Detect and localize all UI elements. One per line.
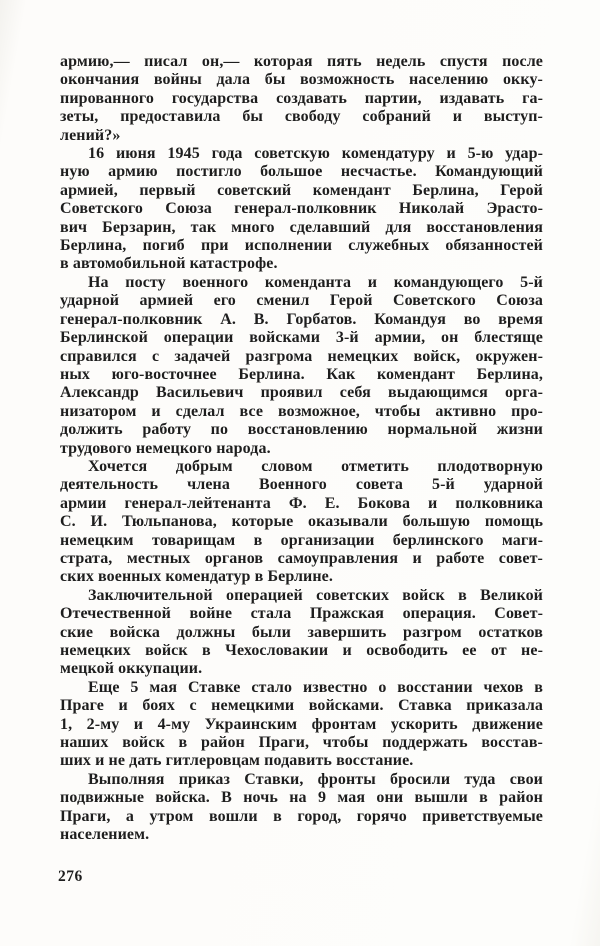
text-line: трудового немецкого народа. [60,439,271,457]
text-line: населением. [60,826,150,844]
text-line: армию,— писал он,— которая пять недель спустя после [60,53,543,70]
text-line: ских военных комендатур в Берлине. [60,568,333,586]
text-line: С. И. Тюльпанова, которые оказывали большую помощь [60,513,543,531]
text-line: генерал-полковник А. В. Горбатов. Командуя во время [60,310,543,328]
text-line: мецкой оккупации. [60,660,203,678]
text-line: ские войска должны были завершить разгром остатков [60,623,543,641]
text-line: вич Берзарин, так много сделавший для восстановления [60,218,543,236]
paragraph [60,274,543,458]
paragraph [60,587,543,679]
text-line: Выполняя приказ Ставки, фронты бросили туда свои [88,770,543,788]
text-line: Хочется добрым словом отметить плодотворную [88,457,543,475]
text-line: армией, первый советский комендант Берлина, Герой [60,181,543,199]
paragraph [60,771,543,845]
text-line: немецким товарищам в организации берлинского маги- [60,531,543,549]
text-line: Александр Васильевич проявил себя выдающимся орга- [60,384,543,402]
text-line: Берлина, погиб при исполнении служебных обязанностей [60,237,543,255]
text-line: наших войск в район Праги, чтобы поддержать восстав- [60,734,543,752]
text-line: зеты, предоставила бы свободу собраний и выступ- [60,108,543,126]
paragraph [60,145,543,274]
text-line: Заключительной операцией советских войск в Великой [88,586,543,604]
paragraph [60,679,543,771]
text-line: окончания войны дала бы возможность населению окку- [60,71,543,89]
paragraph [60,458,543,587]
text-line: Отечественной войне стала Пражская операция. Совет- [60,605,543,623]
text-line: немецких войск в Чехословакии и освободить ее от не- [60,642,543,659]
text-line: армии генерал-лейтенанта Ф. Е. Бокова и полковника [60,494,543,512]
text-line: Советского Союза генерал-полковник Николай Эрасто- [60,200,543,218]
text-line: ную армию постигло большое несчастье. Командующий [60,163,543,181]
text-line: Берлинской операции войсками 3-й армии, он блестяще [60,329,543,347]
text-line: пированного государства создавать партии, издавать га- [60,89,543,107]
page-number: 276 [58,868,83,885]
text-line: 16 июня 1945 года советскую комендатуру и 5-ю удар- [88,145,543,163]
text-line: На посту военного коменданта и командующего 5-й [88,273,543,291]
text-line: 1, 2-му и 4-му Украинским фронтам ускорить движение [60,715,543,733]
text-line: Еще 5 мая Ставке стало известно о восстании чехов в [88,678,543,696]
text-line: Праге и боях с немецкими войсками. Ставка приказала [60,697,543,715]
text-line: подвижные войска. В ночь на 9 мая они вышли в район [60,789,543,807]
text-line: ударной армией его сменил Герой Советского Союза [60,292,543,310]
text-line: ших и не дать гитлеровцам подавить восстание. [60,752,414,770]
text-line: лений?» [60,126,121,144]
text-line: деятельность члена Военного совета 5-й ударной [60,476,543,494]
text-line: должить работу по восстановлению нормальной жизни [60,421,543,439]
text-line: низатором и сделал все возможное, чтобы активно про- [60,402,543,420]
text-line: страта, местных органов самоуправления и работе совет- [60,549,543,567]
text-line: в автомобильной катастрофе. [60,255,278,273]
text-line: ных юго-восточнее Берлина. Как комендант Берлина, [60,365,543,383]
text-line: Праги, а утром вошли в город, горячо приветствуемые [60,807,543,825]
paragraph [60,53,543,145]
page-text [60,53,543,844]
text-line: справился с задачей разгрома немецких войск, окружен- [60,347,543,365]
